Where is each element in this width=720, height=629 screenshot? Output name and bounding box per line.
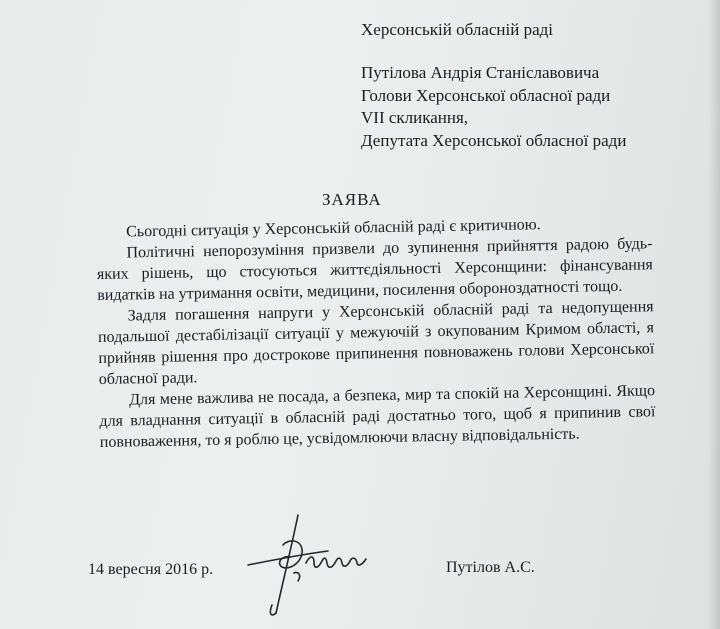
sender-line: Путілова Андрія Станіславовича [361, 63, 600, 82]
document-title: ЗАЯВА [322, 190, 382, 209]
paragraph: Політичні непорозуміння призвели до зупинення прийняття радою будь-яких рішень, що стосуються життєдіяльності Херсонщини: фінансування видатків на утримання освіти, медицини, посилення обороноздатності тощо. [96, 235, 653, 304]
page-edge-shadow [708, 0, 720, 629]
sender-line: VII скликання, [361, 108, 469, 127]
signer-name: Путілов А.С. [446, 559, 535, 576]
signature-icon [228, 505, 378, 620]
sender-line: Голови Херсонської обласної ради [361, 85, 611, 105]
paragraph: Задля погашення напруги у Херсонській обласній раді та недопущення подальшої дестабілізації ситуації у межуючій з окупованим Кримом області, я прийняв рішення про дострокове припинення повноважень голови Херсонської обласної ради. [97, 298, 655, 388]
sender-line: Депутата Херсонської обласної ради [361, 130, 627, 150]
sender-block [361, 62, 626, 152]
paragraph: Для мене важлива не посада, а безпека, мир та спокій на Херсонщині. Якщо для владнання ситуації в обласній раді достатньо того, щоб я припинив свої повноваження, то я роблю це, усвідомлюючи власну відповідальність. [99, 382, 656, 451]
paragraph: Сьогодні ситуація у Херсонській обласній раді є критичною. [126, 216, 541, 241]
document-body [96, 212, 656, 453]
addressee: Херсонській обласній раді [361, 20, 553, 39]
document-date: 14 вересня 2016 р. [88, 561, 214, 578]
